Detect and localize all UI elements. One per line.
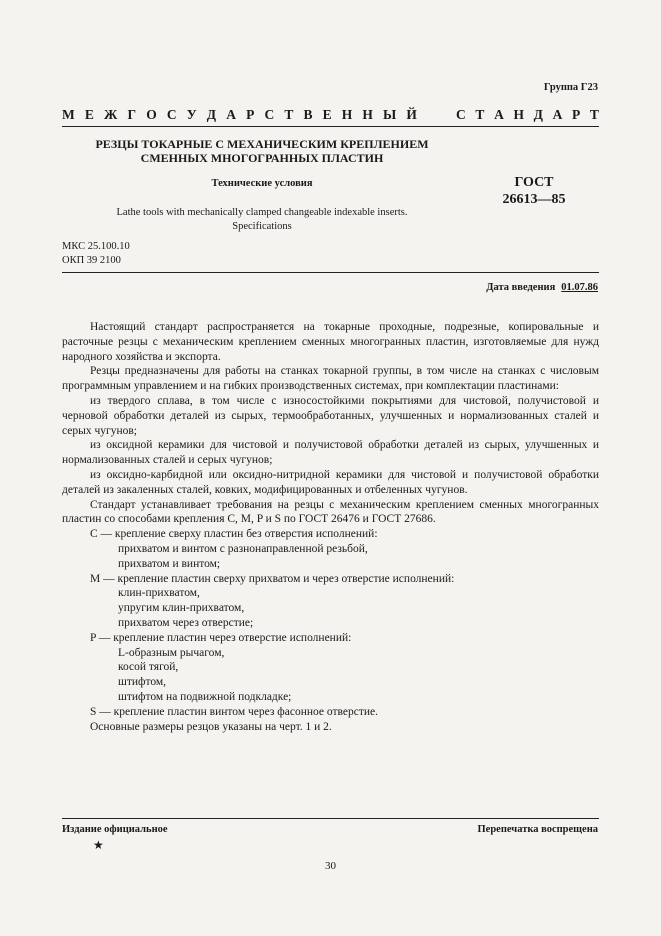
- title-line-2: СМЕННЫХ МНОГОГРАННЫХ ПЛАСТИН: [140, 151, 384, 165]
- interstate-standard-heading: [62, 107, 599, 123]
- standard-word: С Т А Н Д А Р Т: [456, 107, 599, 122]
- body-paragraph: прихватом через отверстие;: [118, 616, 254, 629]
- body-paragraph: упругим клин-прихватом,: [118, 602, 245, 615]
- gost-designation: [494, 174, 574, 208]
- group-code: Группа Г23: [543, 82, 598, 93]
- body-paragraph: прихватом и винтом;: [118, 557, 221, 570]
- introduction-date: [486, 282, 598, 293]
- body-paragraph: P — крепление пластин через отверстие исполнений:: [90, 631, 352, 644]
- body-paragraph: L-образным рычагом,: [118, 646, 225, 659]
- body-text: [62, 320, 599, 734]
- title-line-1: РЕЗЦЫ ТОКАРНЫЕ С МЕХАНИЧЕСКИМ КРЕПЛЕНИЕМ: [95, 137, 429, 151]
- body-paragraph: из оксидно-карбидной или оксидно-нитридной керамики для чистовой и получистовой обработки деталей из закаленных сталей, ковких, модифицированных и отбеленных чугунов.: [62, 468, 599, 496]
- body-paragraph: Основные размеры резцов указаны на черт. 1 и 2.: [90, 720, 332, 733]
- okp-code: ОКП 39 2100: [62, 254, 121, 266]
- gost-number: 26613—85: [502, 192, 566, 207]
- date-rule: [62, 272, 599, 273]
- top-rule: [62, 126, 599, 127]
- body-paragraph: Резцы предназначены для работы на станках токарной группы, в том числе на станках с числовым программным управлением и на гибких производственных системах, при комплектации пластинами:: [62, 365, 599, 393]
- english-title-line-1: Lathe tools with mechanically clamped changeable indexable inserts.: [116, 207, 408, 218]
- english-title: [62, 206, 462, 233]
- body-paragraph: косой тягой,: [118, 661, 179, 674]
- document-title: [62, 137, 462, 165]
- body-paragraph: прихватом и винтом с разнонаправленной резьбой,: [118, 542, 368, 555]
- body-paragraph: штифтом на подвижной подкладке;: [118, 690, 292, 703]
- body-paragraph: из оксидной керамики для чистовой и получистовой обработки деталей из сырых, улучшенных и нормализованных сталей и серых чугунов;: [62, 439, 599, 467]
- body-paragraph: Настоящий стандарт распространяется на токарные проходные, подрезные, копировальные и расточные резцы с механическим креплением сменных многогранных пластин, изготовляемые для нужд народного хозяйства и экспорта.: [62, 321, 599, 363]
- body-paragraph: клин-прихватом,: [118, 587, 200, 600]
- introduction-date-value: 01.07.86: [561, 282, 598, 293]
- page-number: 30: [325, 860, 336, 872]
- body-paragraph: Стандарт устанавливает требования на резцы с механическим креплением сменных многогранных пластин со способами крепления C, M, P и S по ГОСТ 26476 и ГОСТ 27686.: [62, 498, 599, 526]
- mks-code: МКС 25.100.10: [62, 241, 130, 252]
- body-paragraph: штифтом,: [118, 676, 167, 689]
- body-paragraph: C — крепление сверху пластин без отверстия исполнений:: [90, 528, 378, 541]
- introduction-date-label: Дата введения: [486, 282, 556, 293]
- document-subtitle: Технические условия: [211, 178, 313, 189]
- english-title-line-2: Specifications: [232, 220, 292, 232]
- interstate-word: М Е Ж Г О С У Д А Р С Т В Е Н Н Ы Й: [62, 107, 417, 122]
- classification-codes: [62, 240, 130, 267]
- reprint-prohibited-note: Перепечатка воспрещена: [477, 824, 598, 835]
- official-edition-note: Издание официальное: [62, 824, 168, 835]
- body-paragraph: из твердого сплава, в том числе с износостойкими покрытиями для чистовой, получистовой и черновой обработки деталей из сырых, термообработанных, улучшенных и нормализованных сталей и серых чугунов;: [62, 394, 599, 437]
- body-paragraph: M — крепление пластин сверху прихватом и через отверстие исполнений:: [90, 572, 455, 585]
- footer-rule: [62, 818, 599, 819]
- body-paragraph: S — крепление пластин винтом через фасонное отверстие.: [90, 705, 378, 718]
- gost-label: ГОСТ: [514, 175, 554, 190]
- star-icon: ★: [93, 838, 104, 852]
